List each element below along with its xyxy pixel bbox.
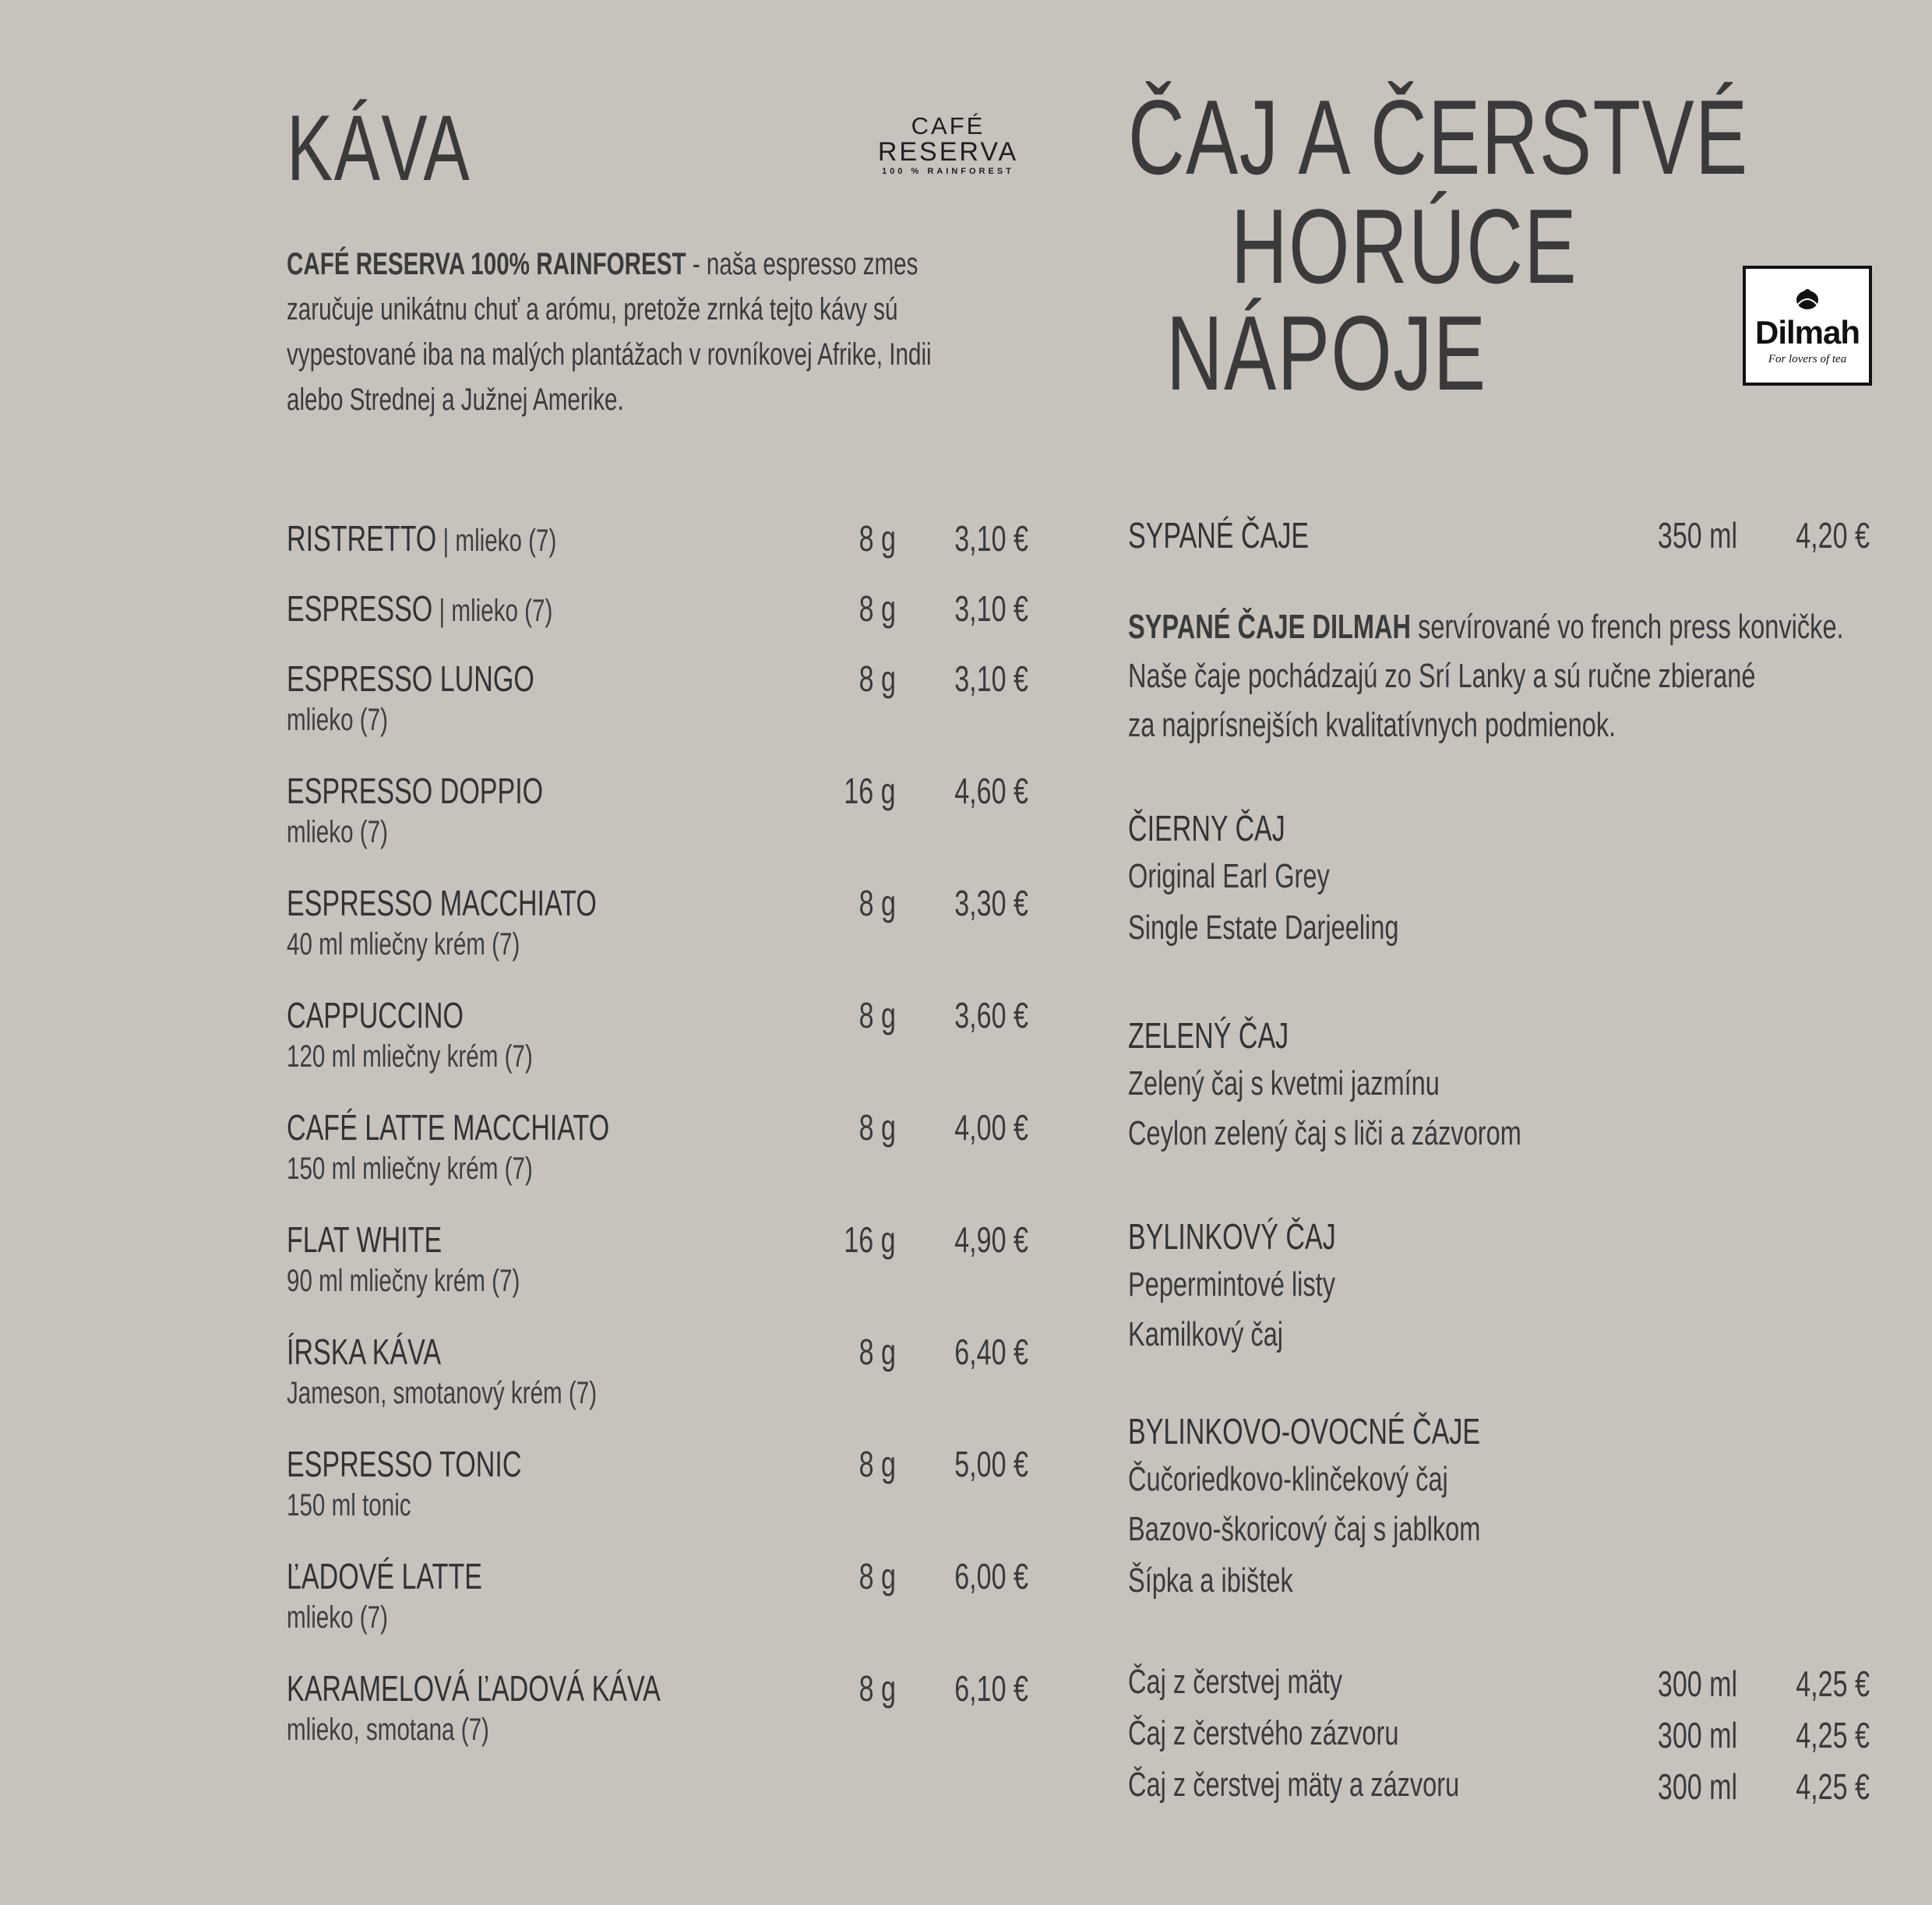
list-item: Bazovo-škoricový čaj s jablkom xyxy=(1128,1510,1481,1548)
list-item: ĽADOVÉ LATTE xyxy=(287,1556,482,1596)
item-qty: 8 g xyxy=(858,1668,896,1709)
item-qty: 8 g xyxy=(858,995,896,1035)
tea-section-title-line3: NÁPOJE xyxy=(1166,294,1487,412)
list-item: Single Estate Darjeeling xyxy=(1128,908,1399,947)
list-item: RISTRETTO | mlieko (7) xyxy=(287,518,557,559)
item-qty: 300 ml xyxy=(1657,1766,1737,1807)
tea-desc-line1: SYPANÉ ČAJE DILMAH servírované vo french press konvičke. xyxy=(1128,608,1844,646)
item-qty: 8 g xyxy=(858,1107,896,1148)
item-price: 3,10 € xyxy=(954,518,1028,559)
item-price: 4,25 € xyxy=(1796,1715,1870,1755)
cafe-reserva-logo: CAFÉ RESERVA 100 % RAINFOREST xyxy=(877,112,1019,176)
loose-tea-price: 4,20 € xyxy=(1796,515,1870,556)
item-price: 3,60 € xyxy=(954,995,1028,1035)
list-item: Original Earl Grey xyxy=(1128,857,1330,895)
list-item: CAFÉ LATTE MACCHIATO xyxy=(287,1107,610,1148)
tea-section-title-line2: HORÚCE xyxy=(1231,187,1578,305)
category-title: ZELENÝ ČAJ xyxy=(1128,1015,1289,1056)
list-item: Pepermintové listy xyxy=(1128,1265,1336,1304)
dilmah-logo: Dilmah For lovers of tea xyxy=(1743,266,1872,386)
item-sub: mlieko (7) xyxy=(287,815,388,849)
category-title: BYLINKOVO-OVOCNÉ ČAJE xyxy=(1128,1411,1481,1452)
list-item: ESPRESSO DOPPIO xyxy=(287,771,544,811)
item-price: 4,90 € xyxy=(954,1219,1028,1260)
item-price: 4,00 € xyxy=(954,1107,1028,1148)
item-price: 6,10 € xyxy=(954,1668,1028,1709)
item-sub: 150 ml tonic xyxy=(287,1488,411,1522)
item-qty: 8 g xyxy=(858,1556,896,1596)
list-item: ESPRESSO | mlieko (7) xyxy=(287,588,553,629)
item-qty: 8 g xyxy=(858,588,896,629)
item-sub: Jameson, smotanový krém (7) xyxy=(287,1376,598,1410)
loose-tea-qty: 350 ml xyxy=(1657,515,1737,556)
tea-section-title-line1: ČAJ A ČERSTVÉ xyxy=(1128,78,1749,196)
list-item: Čaj z čerstvej mäty xyxy=(1128,1663,1343,1701)
item-price: 4,25 € xyxy=(1796,1766,1870,1807)
item-sub: 120 ml mliečny krém (7) xyxy=(287,1039,533,1074)
item-qty: 16 g xyxy=(844,1219,896,1260)
list-item: Ceylon zelený čaj s liči a zázvorom xyxy=(1128,1114,1521,1152)
category-title: BYLINKOVÝ ČAJ xyxy=(1128,1216,1336,1257)
list-item: Čaj z čerstvej mäty a zázvoru xyxy=(1128,1766,1460,1804)
list-item: Kamilkový čaj xyxy=(1128,1315,1284,1353)
item-price: 6,40 € xyxy=(954,1332,1028,1372)
item-qty: 8 g xyxy=(858,518,896,559)
item-sub: 90 ml mliečny krém (7) xyxy=(287,1264,520,1298)
list-item: Zelený čaj s kvetmi jazmínu xyxy=(1128,1064,1440,1102)
item-sub: mlieko (7) xyxy=(287,703,388,737)
item-price: 6,00 € xyxy=(954,1556,1028,1596)
item-sub: 40 ml mliečny krém (7) xyxy=(287,927,520,961)
item-sub: mlieko, smotana (7) xyxy=(287,1713,489,1747)
list-item: ÍRSKA KÁVA xyxy=(287,1332,442,1372)
category-title: ČIERNY ČAJ xyxy=(1128,808,1285,848)
item-price: 5,00 € xyxy=(954,1444,1028,1484)
item-qty: 16 g xyxy=(844,771,896,811)
list-item: KARAMELOVÁ ĽADOVÁ KÁVA xyxy=(287,1668,661,1709)
item-qty: 8 g xyxy=(858,883,896,923)
loose-tea-label: SYPANÉ ČAJE xyxy=(1128,515,1310,556)
item-qty: 8 g xyxy=(858,1444,896,1484)
item-sub: mlieko (7) xyxy=(287,1600,388,1635)
item-qty: 8 g xyxy=(858,658,896,699)
item-price: 3,10 € xyxy=(954,658,1028,699)
list-item: ESPRESSO TONIC xyxy=(287,1444,522,1484)
tea-desc-line2: Naše čaje pochádzajú zo Srí Lanky a sú ručne zbierané xyxy=(1128,657,1756,695)
list-item: Šípka a ibištek xyxy=(1128,1561,1293,1600)
item-price: 3,30 € xyxy=(954,883,1028,923)
item-qty: 300 ml xyxy=(1657,1715,1737,1755)
list-item: ESPRESSO MACCHIATO xyxy=(287,883,597,923)
list-item: Čaj z čerstvého zázvoru xyxy=(1128,1714,1399,1752)
item-sub: 150 ml mliečny krém (7) xyxy=(287,1152,533,1186)
coffee-intro: CAFÉ RESERVA 100% RAINFOREST - naša espresso zmes zaručuje unikátnu chuť a arómu, pretože zrnká tejto kávy sú vypestované iba na malých plantážach v rovníkovej Afrike, Indii alebo Strednej a Južnej Amerike. xyxy=(287,247,932,417)
intro-bold: CAFÉ RESERVA 100% RAINFOREST xyxy=(287,247,686,281)
item-qty: 300 ml xyxy=(1657,1663,1737,1704)
tea-leaf-emblem-icon xyxy=(1792,286,1823,314)
list-item: FLAT WHITE xyxy=(287,1219,442,1260)
item-price: 4,60 € xyxy=(954,771,1028,811)
list-item: CAPPUCCINO xyxy=(287,995,464,1035)
list-item: Čučoriedkovo-klinčekový čaj xyxy=(1128,1460,1448,1498)
tea-desc-line3: za najprísnejších kvalitatívnych podmienok. xyxy=(1128,706,1616,744)
coffee-section-title: KÁVA xyxy=(287,96,471,200)
list-item: ESPRESSO LUNGO xyxy=(287,658,534,699)
item-qty: 8 g xyxy=(858,1332,896,1372)
item-price: 3,10 € xyxy=(954,588,1028,629)
item-price: 4,25 € xyxy=(1796,1663,1870,1704)
